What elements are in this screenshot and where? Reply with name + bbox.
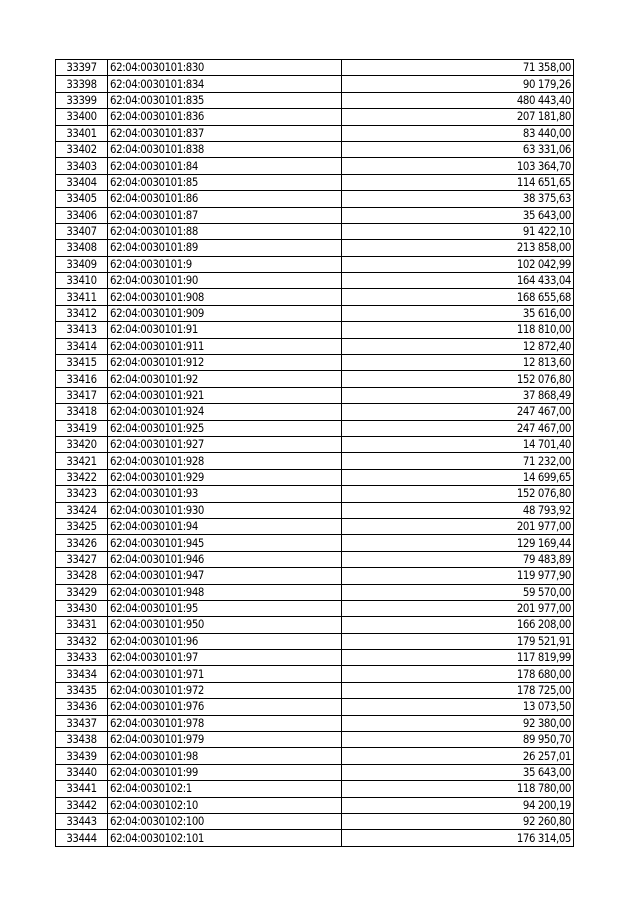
table-row [56,355,574,371]
table-row [56,273,574,289]
table-row [56,502,574,518]
table-row [56,305,574,321]
value-cell: 48 793,92 [342,502,574,518]
table-row [56,633,574,649]
value-cell: 91 422,10 [342,223,574,239]
value-cell: 201 977,00 [342,600,574,616]
table-row [56,256,574,272]
cadastral-number-cell: 62:04:0030102:10 [108,797,342,813]
value-cell: 37 868,49 [342,387,574,403]
row-number-cell: 33420 [56,436,108,452]
cadastral-number-cell: 62:04:0030101:84 [108,158,342,174]
table-row [56,486,574,502]
cadastral-number-cell: 62:04:0030101:96 [108,633,342,649]
table-row [56,322,574,338]
row-number-cell: 33433 [56,650,108,666]
table-row [56,732,574,748]
row-number-cell: 33440 [56,764,108,780]
table-row [56,617,574,633]
value-cell: 166 208,00 [342,617,574,633]
value-cell: 178 725,00 [342,682,574,698]
cadastral-number-cell: 62:04:0030101:911 [108,338,342,354]
cadastral-number-cell: 62:04:0030101:950 [108,617,342,633]
cadastral-number-cell: 62:04:0030102:101 [108,830,342,846]
table-row [56,535,574,551]
value-cell: 12 813,60 [342,355,574,371]
table-row [56,518,574,534]
row-number-cell: 33412 [56,305,108,321]
value-cell: 164 433,04 [342,273,574,289]
cadastral-number-cell: 62:04:0030101:99 [108,764,342,780]
table-row [56,551,574,567]
row-number-cell: 33425 [56,518,108,534]
value-cell: 90 179,26 [342,76,574,92]
value-cell: 59 570,00 [342,584,574,600]
value-cell: 26 257,01 [342,748,574,764]
table-row [56,191,574,207]
value-cell: 94 200,19 [342,797,574,813]
table-row [56,748,574,764]
row-number-cell: 33402 [56,141,108,157]
cadastral-number-cell: 62:04:0030101:93 [108,486,342,502]
table-row [56,289,574,305]
cadastral-number-cell: 62:04:0030101:835 [108,92,342,108]
value-cell: 119 977,90 [342,568,574,584]
cadastral-number-cell: 62:04:0030101:95 [108,600,342,616]
cadastral-number-cell: 62:04:0030102:100 [108,813,342,829]
cadastral-number-cell: 62:04:0030101:912 [108,355,342,371]
table-row [56,76,574,92]
table-row [56,60,574,76]
table-row [56,797,574,813]
row-number-cell: 33408 [56,240,108,256]
value-cell: 207 181,80 [342,109,574,125]
cadastral-number-cell: 62:04:0030101:925 [108,420,342,436]
value-cell: 79 483,89 [342,551,574,567]
cadastral-number-cell: 62:04:0030101:927 [108,436,342,452]
value-cell: 152 076,80 [342,371,574,387]
table-row [56,404,574,420]
cadastral-number-cell: 62:04:0030101:921 [108,387,342,403]
row-number-cell: 33399 [56,92,108,108]
row-number-cell: 33404 [56,174,108,190]
row-number-cell: 33432 [56,633,108,649]
cadastral-number-cell: 62:04:0030101:837 [108,125,342,141]
row-number-cell: 33439 [56,748,108,764]
cadastral-number-cell: 62:04:0030101:979 [108,732,342,748]
cadastral-value-table [55,59,574,847]
value-cell: 13 073,50 [342,699,574,715]
table-row [56,469,574,485]
row-number-cell: 33421 [56,453,108,469]
table-row [56,453,574,469]
cadastral-number-cell: 62:04:0030101:9 [108,256,342,272]
row-number-cell: 33409 [56,256,108,272]
value-cell: 213 858,00 [342,240,574,256]
row-number-cell: 33413 [56,322,108,338]
row-number-cell: 33437 [56,715,108,731]
table-row [56,584,574,600]
row-number-cell: 33398 [56,76,108,92]
value-cell: 178 680,00 [342,666,574,682]
row-number-cell: 33419 [56,420,108,436]
value-cell: 103 364,70 [342,158,574,174]
table-row [56,650,574,666]
cadastral-number-cell: 62:04:0030101:89 [108,240,342,256]
value-cell: 247 467,00 [342,404,574,420]
cadastral-number-cell: 62:04:0030101:86 [108,191,342,207]
row-number-cell: 33434 [56,666,108,682]
value-cell: 102 042,99 [342,256,574,272]
value-cell: 14 699,65 [342,469,574,485]
value-cell: 92 380,00 [342,715,574,731]
row-number-cell: 33424 [56,502,108,518]
table-row [56,158,574,174]
table-row [56,764,574,780]
row-number-cell: 33400 [56,109,108,125]
value-cell: 71 358,00 [342,60,574,76]
table-row [56,240,574,256]
table-body [56,60,574,847]
row-number-cell: 33414 [56,338,108,354]
row-number-cell: 33443 [56,813,108,829]
value-cell: 118 810,00 [342,322,574,338]
cadastral-number-cell: 62:04:0030101:836 [108,109,342,125]
table-row [56,125,574,141]
cadastral-number-cell: 62:04:0030101:948 [108,584,342,600]
table-row [56,371,574,387]
cadastral-number-cell: 62:04:0030101:971 [108,666,342,682]
cadastral-number-cell: 62:04:0030101:838 [108,141,342,157]
row-number-cell: 33407 [56,223,108,239]
row-number-cell: 33405 [56,191,108,207]
cadastral-number-cell: 62:04:0030101:947 [108,568,342,584]
value-cell: 129 169,44 [342,535,574,551]
row-number-cell: 33427 [56,551,108,567]
row-number-cell: 33429 [56,584,108,600]
cadastral-number-cell: 62:04:0030101:972 [108,682,342,698]
row-number-cell: 33442 [56,797,108,813]
row-number-cell: 33411 [56,289,108,305]
row-number-cell: 33406 [56,207,108,223]
row-number-cell: 33428 [56,568,108,584]
row-number-cell: 33418 [56,404,108,420]
cadastral-number-cell: 62:04:0030101:946 [108,551,342,567]
value-cell: 168 655,68 [342,289,574,305]
table-row [56,699,574,715]
table-row [56,813,574,829]
row-number-cell: 33415 [56,355,108,371]
cadastral-number-cell: 62:04:0030101:85 [108,174,342,190]
table-row [56,568,574,584]
table-row [56,600,574,616]
value-cell: 117 819,99 [342,650,574,666]
row-number-cell: 33401 [56,125,108,141]
cadastral-number-cell: 62:04:0030101:88 [108,223,342,239]
row-number-cell: 33403 [56,158,108,174]
row-number-cell: 33436 [56,699,108,715]
cadastral-number-cell: 62:04:0030101:830 [108,60,342,76]
value-cell: 12 872,40 [342,338,574,354]
cadastral-number-cell: 62:04:0030101:908 [108,289,342,305]
cadastral-number-cell: 62:04:0030101:92 [108,371,342,387]
table-row [56,666,574,682]
cadastral-number-cell: 62:04:0030101:90 [108,273,342,289]
row-number-cell: 33426 [56,535,108,551]
cadastral-number-cell: 62:04:0030101:976 [108,699,342,715]
table-row [56,109,574,125]
value-cell: 114 651,65 [342,174,574,190]
cadastral-number-cell: 62:04:0030101:978 [108,715,342,731]
cadastral-number-cell: 62:04:0030101:930 [108,502,342,518]
value-cell: 152 076,80 [342,486,574,502]
value-cell: 89 950,70 [342,732,574,748]
table-row [56,420,574,436]
cadastral-number-cell: 62:04:0030101:94 [108,518,342,534]
table-row [56,207,574,223]
table-row [56,436,574,452]
value-cell: 176 314,05 [342,830,574,846]
cadastral-number-cell: 62:04:0030102:1 [108,781,342,797]
row-number-cell: 33431 [56,617,108,633]
table-row [56,387,574,403]
row-number-cell: 33417 [56,387,108,403]
value-cell: 63 331,06 [342,141,574,157]
value-cell: 92 260,80 [342,813,574,829]
row-number-cell: 33441 [56,781,108,797]
table-row [56,830,574,846]
cadastral-number-cell: 62:04:0030101:97 [108,650,342,666]
value-cell: 14 701,40 [342,436,574,452]
cadastral-number-cell: 62:04:0030101:928 [108,453,342,469]
row-number-cell: 33430 [56,600,108,616]
value-cell: 35 643,00 [342,764,574,780]
value-cell: 38 375,63 [342,191,574,207]
table-row [56,715,574,731]
value-cell: 179 521,91 [342,633,574,649]
row-number-cell: 33444 [56,830,108,846]
row-number-cell: 33416 [56,371,108,387]
table-row [56,174,574,190]
table-row [56,682,574,698]
value-cell: 35 616,00 [342,305,574,321]
cadastral-number-cell: 62:04:0030101:87 [108,207,342,223]
row-number-cell: 33438 [56,732,108,748]
cadastral-number-cell: 62:04:0030101:929 [108,469,342,485]
cadastral-number-cell: 62:04:0030101:909 [108,305,342,321]
row-number-cell: 33435 [56,682,108,698]
table-row [56,92,574,108]
value-cell: 201 977,00 [342,518,574,534]
cadastral-number-cell: 62:04:0030101:91 [108,322,342,338]
table-row [56,338,574,354]
cadastral-number-cell: 62:04:0030101:924 [108,404,342,420]
cadastral-number-cell: 62:04:0030101:945 [108,535,342,551]
value-cell: 118 780,00 [342,781,574,797]
value-cell: 83 440,00 [342,125,574,141]
value-cell: 247 467,00 [342,420,574,436]
value-cell: 35 643,00 [342,207,574,223]
value-cell: 71 232,00 [342,453,574,469]
row-number-cell: 33410 [56,273,108,289]
table-row [56,223,574,239]
table-row [56,141,574,157]
cadastral-number-cell: 62:04:0030101:834 [108,76,342,92]
row-number-cell: 33422 [56,469,108,485]
row-number-cell: 33423 [56,486,108,502]
value-cell: 480 443,40 [342,92,574,108]
cadastral-number-cell: 62:04:0030101:98 [108,748,342,764]
row-number-cell: 33397 [56,60,108,76]
table-row [56,781,574,797]
